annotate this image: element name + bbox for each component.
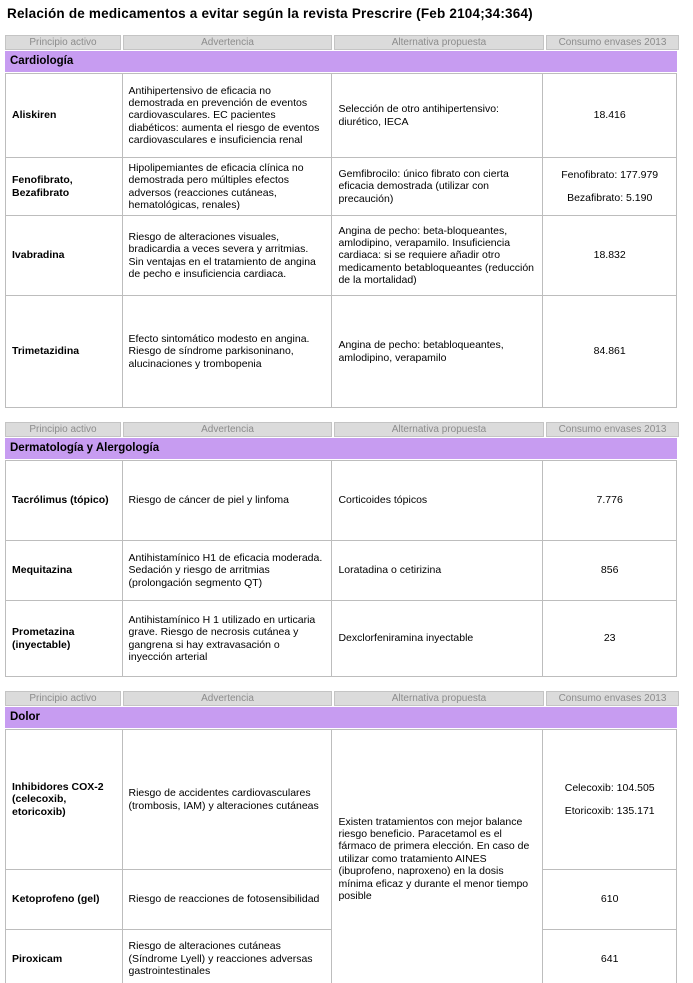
column-header-principio-activo: Principio activo [5,35,121,50]
table-row [6,158,677,216]
table-row [6,296,677,408]
table-row [6,601,677,677]
cell-principio-activo: Mequitazina [6,541,123,601]
cell-consumo: 7.776 [543,461,677,541]
column-header-principio-activo: Principio activo [5,422,121,437]
table-dolor [5,691,677,983]
section-header-cardiologia: Cardiología [5,51,677,72]
cell-advertencia: Antihistamínico H1 de eficacia moderada. Sedación y riesgo de arritmias (prolongación segmento QT) [122,541,332,601]
column-header-consumo-envases: Consumo envases 2013 [546,35,679,50]
cell-principio-activo: Inhibidores COX-2 (celecoxib, etoricoxib) [6,730,123,870]
cell-advertencia: Riesgo de alteraciones cutáneas (Síndrome Lyell) y reacciones adversas gastrointestinales [122,930,332,983]
section-header-dermatologia: Dermatología y Alergología [5,438,677,459]
cell-advertencia: Riesgo de alteraciones visuales, bradicardia a veces severa y arritmias. Sin ventajas en el tratamiento de angina de pecho e insuficiencia cardiaca. [122,216,332,296]
column-header-consumo-envases: Consumo envases 2013 [546,691,679,706]
cell-advertencia: Antihistamínico H 1 utilizado en urticaria grave. Riesgo de necrosis cutánea y gangrena si hay extravasación o inyección arterial [122,601,332,677]
column-header-alternativa-propuesta: Alternativa propuesta [334,691,544,706]
cell-consumo: Celecoxib: 104.505 Etoricoxib: 135.171 [543,730,677,870]
cell-alternativa: Angina de pecho: beta-bloqueantes, amlodipino, verapamilo. Insuficiencia cardiaca: si se requiere añadir otro medicamento betabloqueantes (reducción de la mortalidad) [332,216,543,296]
column-header-consumo-envases: Consumo envases 2013 [546,422,679,437]
cell-principio-activo: Fenofibrato, Bezafibrato [6,158,123,216]
page-title: Relación de medicamentos a evitar según la revista Prescrire (Feb 2104;34:364) [7,6,533,21]
cell-alternativa: Dexclorfeniramina inyectable [332,601,543,677]
cell-alternativa: Corticoides tópicos [332,461,543,541]
cell-principio-activo: Ivabradina [6,216,123,296]
dermatologia-data-table [5,460,677,677]
cell-alternativa: Loratadina o cetirizina [332,541,543,601]
cardiologia-data-table [5,73,677,408]
cell-consumo: 84.861 [543,296,677,408]
column-header-row [5,422,677,437]
cell-consumo: 641 [543,930,677,983]
dolor-data-table [5,729,677,983]
cell-alternativa: Angina de pecho: betabloqueantes, amlodipino, verapamilo [332,296,543,408]
cell-principio-activo: Ketoprofeno (gel) [6,870,123,930]
table-row [6,216,677,296]
cell-advertencia: Efecto sintomático modesto en angina. Riesgo de síndrome parkisoninano, alucinaciones y trombopenia [122,296,332,408]
cell-alternativa: Gemfibrocilo: único fibrato con cierta eficacia demostrada (utilizar con precaución) [332,158,543,216]
table-dermatologia-alergologia [5,422,677,677]
table-row [6,74,677,158]
table-row [6,461,677,541]
column-header-advertencia: Advertencia [123,422,332,437]
cell-alternativa: Selección de otro antihipertensivo: diurético, IECA [332,74,543,158]
cell-consumo: Fenofibrato: 177.979 Bezafibrato: 5.190 [543,158,677,216]
cell-principio-activo: Trimetazidina [6,296,123,408]
table-row [6,730,677,870]
table-row [6,541,677,601]
cell-consumo: 18.832 [543,216,677,296]
column-header-advertencia: Advertencia [123,35,332,50]
section-header-dolor: Dolor [5,707,677,728]
column-header-alternativa-propuesta: Alternativa propuesta [334,35,544,50]
cell-principio-activo: Aliskiren [6,74,123,158]
cell-alternativa-merged: Existen tratamientos con mejor balance riesgo beneficio. Paracetamol es el fármaco de primera elección. En caso de utilizar como tratamiento AINES (ibuprofeno, naproxeno) en la dosis mínima eficaz y durante el menor tiempo posible [332,730,543,983]
column-header-row [5,691,677,706]
cell-advertencia: Antihipertensivo de eficacia no demostrada en prevención de eventos cardiovasculares. EC pacientes diabéticos: aumenta el riesgo de eventos cardiovasculares e insuficiencia renal [122,74,332,158]
cell-consumo: 23 [543,601,677,677]
column-header-alternativa-propuesta: Alternativa propuesta [334,422,544,437]
cell-advertencia: Riesgo de cáncer de piel y linfoma [122,461,332,541]
cell-principio-activo: Tacrólimus (tópico) [6,461,123,541]
column-header-advertencia: Advertencia [123,691,332,706]
cell-consumo: 18.416 [543,74,677,158]
cell-advertencia: Hipolipemiantes de eficacia clínica no demostrada pero múltiples efectos adversos (reacciones cutáneas, hematológicas, renales) [122,158,332,216]
cell-advertencia: Riesgo de reacciones de fotosensibilidad [122,870,332,930]
cell-consumo: 856 [543,541,677,601]
column-header-row [5,35,677,50]
cell-advertencia: Riesgo de accidentes cardiovasculares (trombosis, IAM) y alteraciones cutáneas [122,730,332,870]
column-header-principio-activo: Principio activo [5,691,121,706]
table-cardiologia [5,35,677,408]
cell-consumo: 610 [543,870,677,930]
cell-principio-activo: Prometazina (inyectable) [6,601,123,677]
cell-principio-activo: Piroxicam [6,930,123,983]
